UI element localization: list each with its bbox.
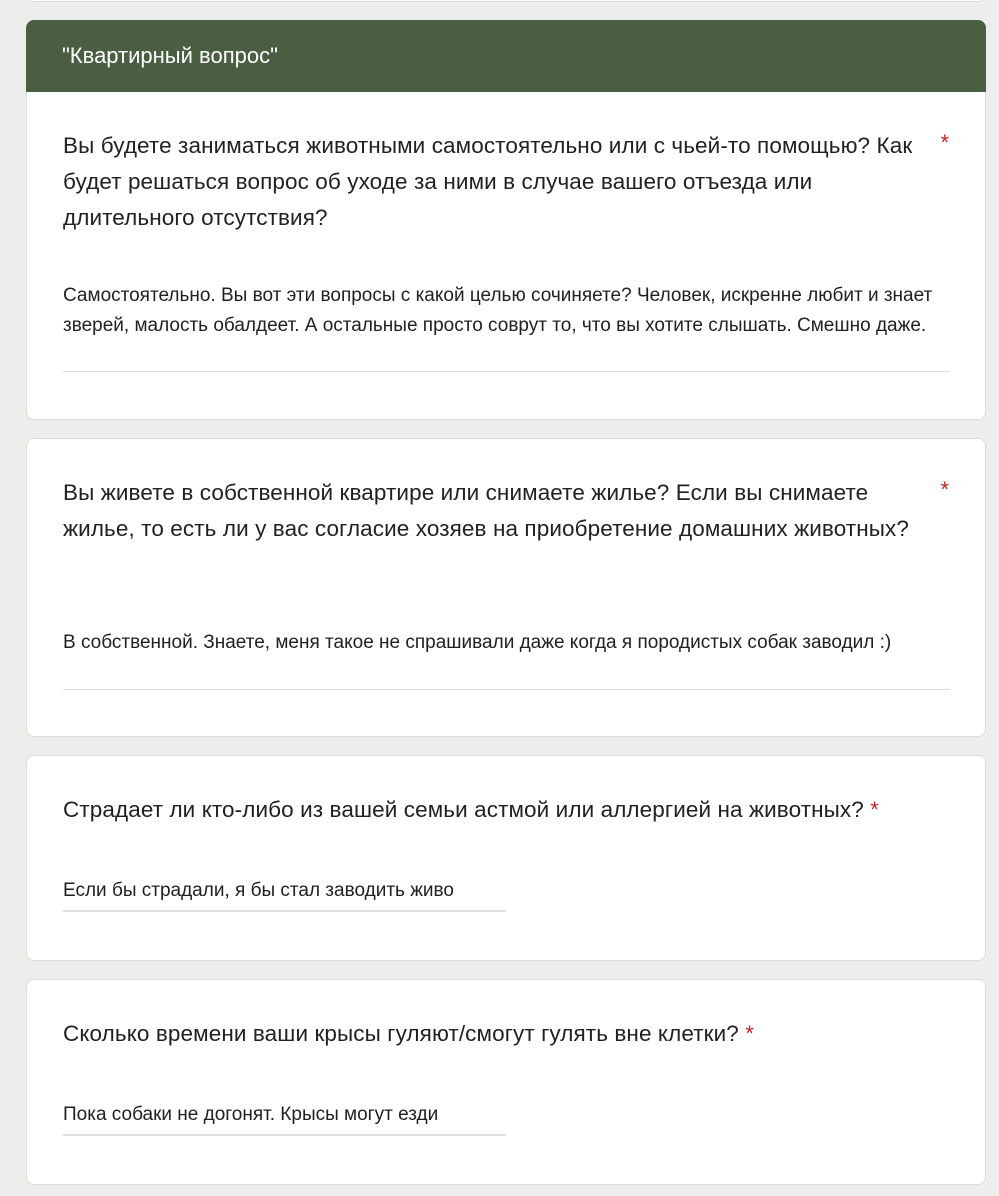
answer-input-4[interactable]: Пока собаки не догонят. Крысы могут езди — [63, 1100, 506, 1136]
question-label-3: Страдает ли кто-либо из вашей семьи астмой или аллергией на животных? — [63, 797, 864, 822]
required-asterisk-2: * — [940, 477, 949, 502]
required-asterisk-4: * — [745, 1021, 754, 1046]
question-text-3 — [63, 792, 949, 828]
previous-card-edge — [26, 0, 986, 2]
answer-field-2[interactable]: В собственной. Знаете, меня такое не спрашивали даже когда я породистых собак заводил :) — [63, 628, 950, 690]
answer-input-3[interactable]: Если бы страдали, я бы стал заводить живо — [63, 876, 506, 912]
question-text-2: Вы живете в собственной квартире или снимаете жилье? Если вы снимаете жилье, то есть ли у вас согласие хозяев на приобретение домашних животных? — [63, 480, 909, 541]
question-card-1 — [26, 92, 986, 420]
required-asterisk-1: * — [940, 130, 949, 155]
question-card-4 — [26, 979, 986, 1185]
section-header — [26, 20, 986, 92]
question-card-2 — [26, 438, 986, 737]
question-label-4: Сколько времени ваши крысы гуляют/смогут гулять вне клетки? — [63, 1021, 739, 1046]
answer-field-1[interactable]: Самостоятельно. Вы вот эти вопросы с какой целью сочиняете? Человек, искренне любит и знает зверей, малость обалдеет. А остальные просто соврут то, что вы хотите слышать. Смешно даже. — [63, 281, 950, 372]
question-text-4 — [63, 1016, 949, 1052]
section-title: "Квартирный вопрос" — [62, 43, 278, 68]
required-asterisk-3: * — [870, 797, 879, 822]
question-text-1: Вы будете заниматься животными самостоятельно или с чьей-то помощью? Как будет решаться вопрос об уходе за ними в случае вашего отъезда или длительного отсутствия? — [63, 133, 913, 230]
question-card-3 — [26, 755, 986, 961]
